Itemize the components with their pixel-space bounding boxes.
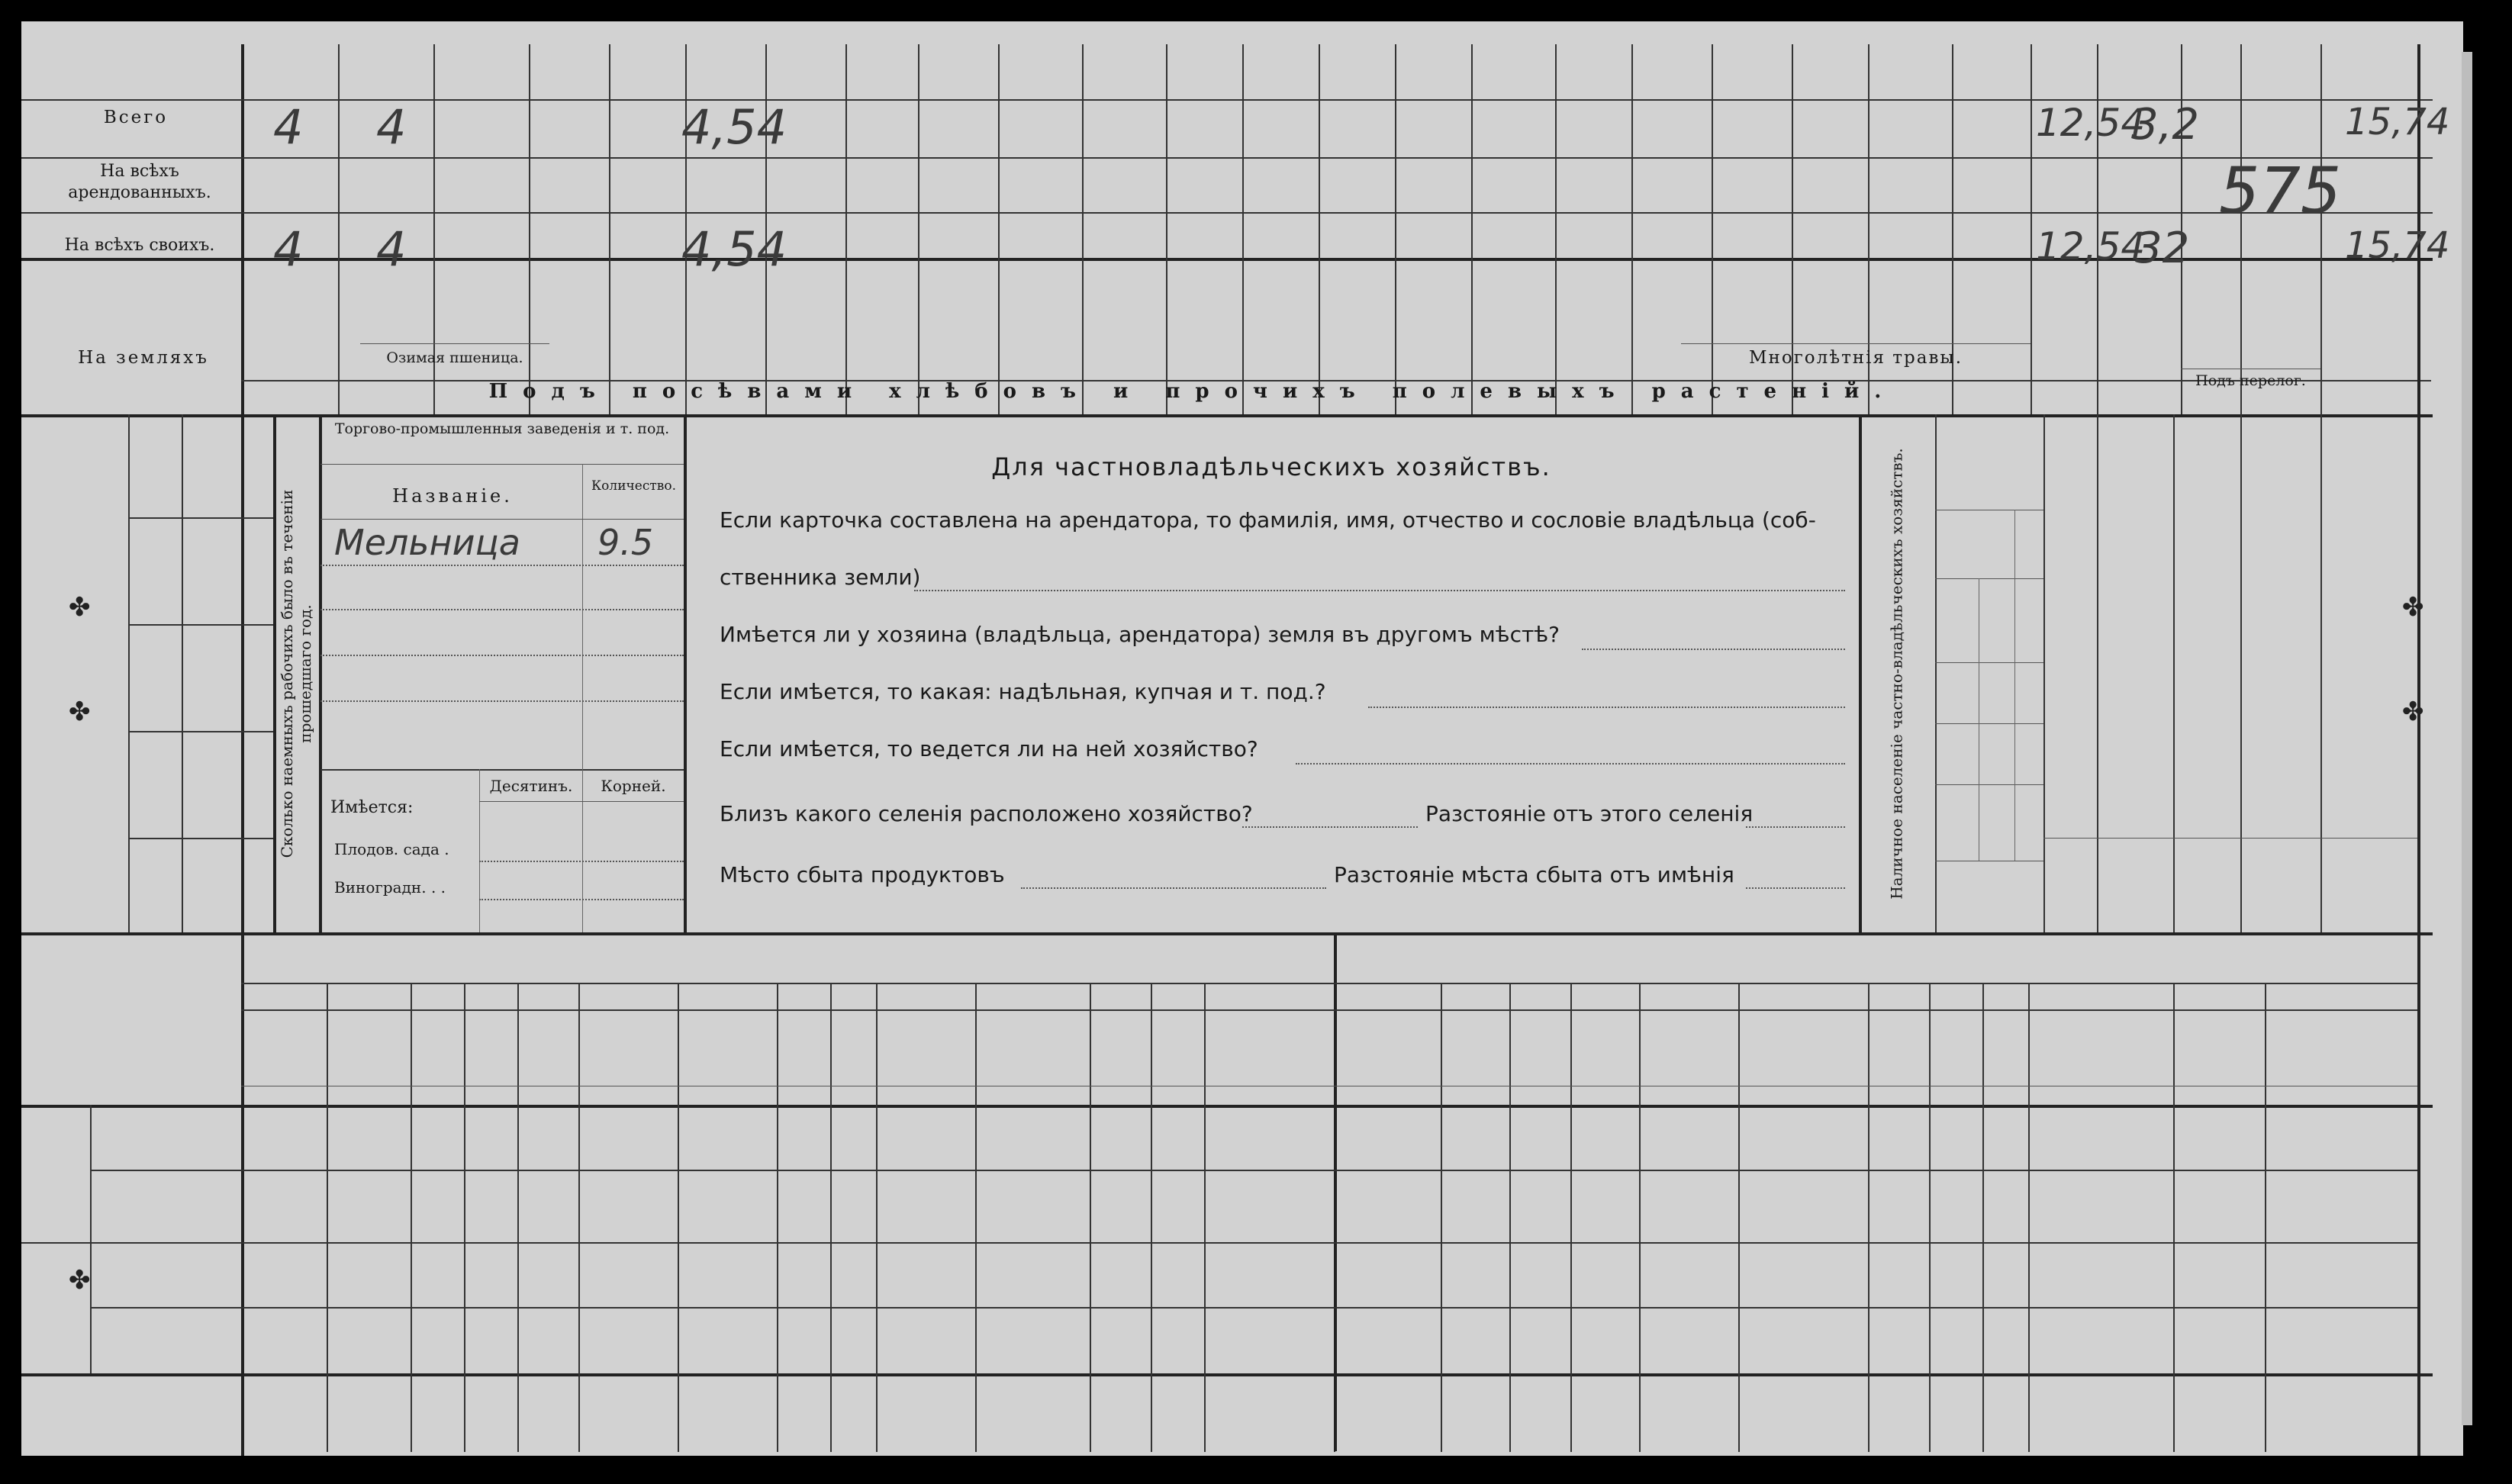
hw-svoih-77: 4 xyxy=(273,221,304,277)
crop-col-divider xyxy=(1631,44,1633,414)
pop-inner-divider xyxy=(2014,510,2015,861)
lease-col-divider xyxy=(1639,983,1641,1452)
crop-col-divider xyxy=(1555,44,1557,414)
trade-desyatin: Десятинъ. xyxy=(489,777,573,795)
crop-col-divider xyxy=(2240,44,2242,414)
lease-col-divider xyxy=(1982,983,1984,1452)
lease-col-divider xyxy=(327,983,328,1452)
crop-col-divider xyxy=(1082,44,1084,414)
pop-col-divider xyxy=(2097,414,2098,932)
lease-col-divider xyxy=(1509,983,1511,1452)
crop-col-divider xyxy=(2031,44,2032,414)
hw-svoih-78: 4 xyxy=(376,221,407,277)
hw-575: 575 xyxy=(2219,153,2342,228)
lease-sub-vert xyxy=(678,983,679,1086)
row-label-vsego: Всего xyxy=(103,108,169,127)
lease-sub-vert xyxy=(2173,983,2175,1086)
lease-col-divider xyxy=(1868,983,1870,1452)
livestock-row-divider xyxy=(128,517,273,519)
private-q6a: Мѣсто сбыта продуктовъ xyxy=(720,862,1005,887)
stray-mark-4: ✤ xyxy=(2402,592,2424,623)
lease-col-divider xyxy=(1929,983,1931,1452)
crop-col-divider xyxy=(845,44,847,414)
private-q5a: Близъ какого селенiя расположено хозяйство? xyxy=(720,801,1253,826)
hw-vsego-82: 4,54 xyxy=(681,99,787,155)
crop-col-divider xyxy=(1319,44,1320,414)
crop-col-divider xyxy=(1471,44,1473,414)
livestock-row-divider xyxy=(128,624,273,626)
pop-row-divider xyxy=(1935,662,2043,663)
trade-entry-name: Мельница xyxy=(334,522,520,563)
pop-row-divider xyxy=(1935,723,2043,724)
row-label-arendovannyh: На всѣхъ арендованныхъ. xyxy=(68,162,211,202)
hw-vsego-103: 15,74 xyxy=(2345,101,2450,143)
pop-col-divider xyxy=(2240,414,2242,932)
lease-col-divider xyxy=(876,983,878,1452)
lease-col-divider xyxy=(411,983,412,1452)
trade-imeetsya: Имѣется: xyxy=(330,798,414,817)
trade-entry-qty: 9.5 xyxy=(597,522,654,563)
private-q5b: Разстоянiе отъ этого селенiя xyxy=(1425,801,1754,826)
crop-col-divider xyxy=(338,44,340,414)
private-q2: Имѣется ли у хозяина (владѣльца, арендатора) земля въ другомъ мѣстѣ? xyxy=(720,622,1560,647)
livestock-row-divider xyxy=(128,731,273,732)
lease-col-divider xyxy=(975,983,977,1452)
lease-group-divider xyxy=(90,1105,92,1373)
hw-vsego-100: 3,2 xyxy=(2131,100,2200,150)
trade-sad: Плодов. сада . xyxy=(334,840,449,858)
hw-svoih-82: 4,54 xyxy=(681,221,787,277)
lease-col-divider xyxy=(517,983,519,1452)
crop-col-divider xyxy=(1166,44,1167,414)
lease-row-divider xyxy=(21,1242,2417,1244)
lease-sub-divider xyxy=(241,983,2417,984)
row-label-svoih: На всѣхъ своихъ. xyxy=(64,236,215,255)
lease-sub-vert xyxy=(1738,983,1740,1086)
lease-col-divider xyxy=(464,983,465,1452)
lease-col-divider xyxy=(1151,983,1152,1452)
trade-col-name: Названiе. xyxy=(392,485,513,507)
pop-row-divider xyxy=(1935,784,2043,785)
pop-divider xyxy=(2043,838,2417,839)
crop-col-divider xyxy=(2320,44,2322,414)
hw-vsego-99: 12,54 xyxy=(2036,101,2146,145)
crop-col-divider xyxy=(918,44,919,414)
crop-col-divider xyxy=(1242,44,1244,414)
crop-col-divider xyxy=(998,44,1000,414)
pop-col-divider xyxy=(2173,414,2175,932)
lease-row-divider xyxy=(90,1170,2417,1171)
group-mnogoletnie: Многолѣтнiя травы. xyxy=(1748,348,1963,368)
private-q3: Если имѣется, то какая: надѣльная, купчая и т. под.? xyxy=(720,679,1326,704)
hw-vsego-77: 4 xyxy=(273,99,304,155)
trade-korney: Корней. xyxy=(601,777,666,795)
lease-col-divider xyxy=(1570,983,1572,1452)
pop-col-divider xyxy=(2320,414,2322,932)
lease-col-divider xyxy=(777,983,778,1452)
group-ozimaya-pshenitsa: Озимая пшеница. xyxy=(386,349,523,366)
private-q1a: Если карточка составлена на арендатора, то фамилiя, имя, отчество и сословiе владѣльца (соб- xyxy=(720,507,1816,533)
trade-title: Торгово-промышленныя заведенiя и т. под. xyxy=(334,420,670,437)
stray-mark-1: ✤ xyxy=(69,592,91,623)
row-label-na-zemlyah: На земляхъ xyxy=(78,348,209,368)
pop-row-divider xyxy=(1935,578,2043,579)
livestock-row-divider xyxy=(128,838,273,839)
lease-col-divider xyxy=(1204,983,1206,1452)
lease-col-divider xyxy=(830,983,832,1452)
hw-svoih-100: 32 xyxy=(2135,224,2190,273)
lease-col-divider xyxy=(2028,983,2030,1452)
stray-mark-3: ✤ xyxy=(69,1265,91,1296)
group-pod-perelog: Подъ перелог. xyxy=(2195,372,2306,389)
lease-col-divider xyxy=(2265,983,2266,1452)
lease-sub-vert xyxy=(1090,983,1091,1086)
hw-svoih-103: 15,74 xyxy=(2345,224,2450,267)
trade-col-qty: Количество. xyxy=(591,478,676,494)
workers-vertical-label: Сколько наемныхъ рабочихъ было въ теченiи прошедшаго год. xyxy=(278,489,314,858)
stray-mark-5: ✤ xyxy=(2402,697,2424,727)
crop-col-divider xyxy=(609,44,610,414)
band-pod-posevami: Подъ посѣвами хлѣбовъ и прочихъ полевыхъ растенiй. xyxy=(488,380,1897,403)
hw-vsego-78: 4 xyxy=(376,99,407,155)
stray-mark-2: ✤ xyxy=(69,697,91,727)
private-q1b: ственника земли) xyxy=(720,565,921,590)
crop-col-divider xyxy=(1395,44,1396,414)
lease-row-divider xyxy=(90,1307,2417,1309)
lease-col-divider xyxy=(1441,983,1442,1452)
census-card xyxy=(21,21,2463,1456)
hw-svoih-99: 12,54 xyxy=(2036,224,2146,269)
private-q6b: Разстоянiе мѣста сбыта отъ имѣнiя xyxy=(1334,862,1734,887)
pop-col-divider xyxy=(2043,414,2045,932)
lease-col-divider xyxy=(578,983,580,1452)
private-title: Для частновладѣльческихъ хозяйствъ. xyxy=(991,452,1551,481)
trade-vinograd: Виноградн. . . xyxy=(334,878,446,897)
lease-sub-divider xyxy=(241,1009,2417,1011)
private-q4: Если имѣется, то ведется ли на ней хозяйство? xyxy=(720,736,1258,761)
population-vertical-label: Наличное населенiе частно-владѣльческихъ хозяйствъ. xyxy=(1887,448,1906,900)
